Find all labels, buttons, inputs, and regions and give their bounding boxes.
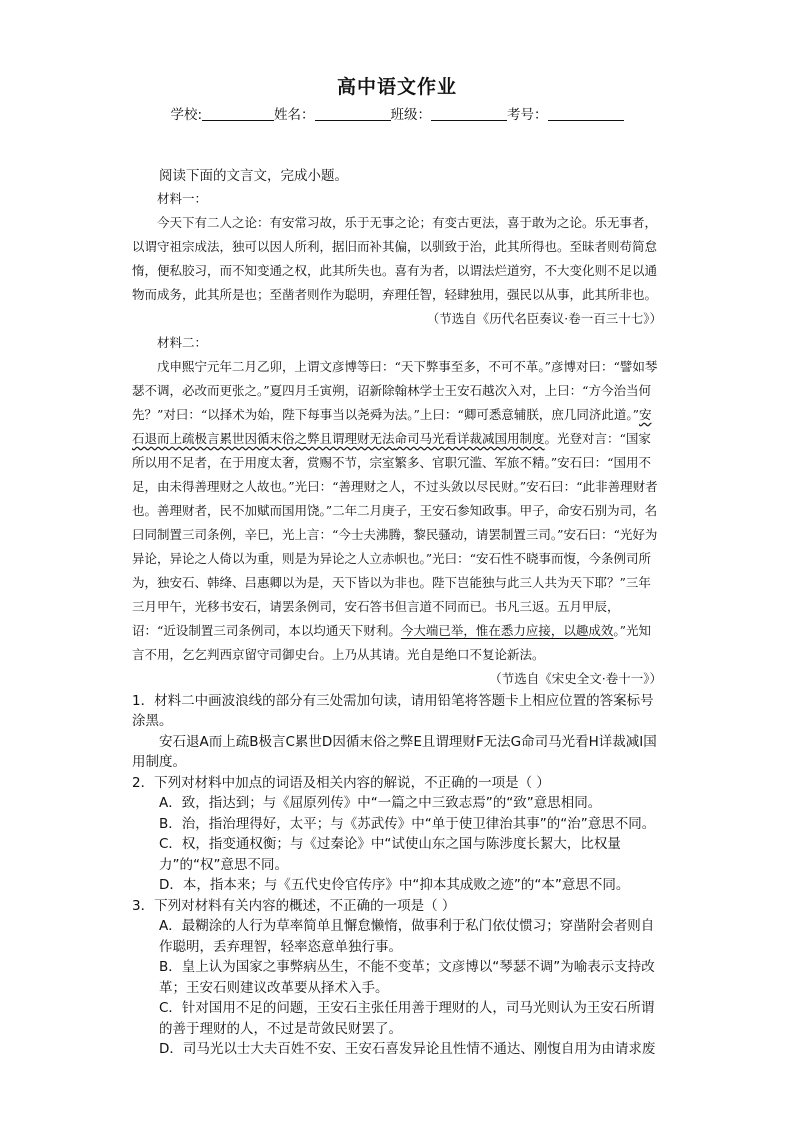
material2-label: 材料二： bbox=[157, 334, 208, 350]
question-1-stem: 1．材料二中画波浪线的部分有三处需加句读，请用铅笔将答题卡上相应位置的答案标号涂黑。 bbox=[132, 692, 654, 729]
material2-text-b: 。光登对言：“国家所以用不足者，在于用度太奢，赏赐不节，宗室繁多、官职冗滥、军旅不精。”安石曰：“国用不足，由未得善理财之人故也。”光曰：“善理财之人，不过头敛以尽民财。”安石曰：“此非善理财者也。善理财者，民不加赋而国用饶。”二年二月庚子，王安石参知政事。甲子，命安石别为司，名曰同制置三司条例，辛巳，光上言：“今士夫沸腾，黎民骚动，请罢制置三司。”安石曰：“光好为异论，异论之人倚以为重，则是为异论之人立赤帜也。”光曰：“安石性不晓事而愎，今条例司所为，独安石、韩绛、吕惠卿以为是，天下皆以为非也。陛下岂能独与此三人共为天下耶？”三年三月甲午，光移书安石，请罢条例司，安石答书但言道不同而已。书凡三返。五月甲辰，诏：“近设制置三司条例司，本以均通天下财利。 bbox=[132, 430, 658, 638]
question-3-option-c[interactable]: C．针对国用不足的问题，王安石主张任用善于理财的人，司马光则认为王安石所谓的善于理财的人，不过是苛敛民财罢了。 bbox=[159, 1000, 655, 1037]
page-title: 高中语文作业 bbox=[336, 76, 457, 98]
wavy-underlined-part-a: 安石退而上疏极言累世因循末俗之弊且谓理财无法 bbox=[132, 406, 652, 446]
intro-text: 阅读下面的文言文，完成小题。 bbox=[159, 168, 348, 184]
underlined-sentence: 今大端已举，惟在悉力应接，以趣成效 bbox=[400, 622, 614, 638]
question-1 bbox=[132, 691, 662, 773]
question-2-stem: 2．下列对材料中加点的词语及相关内容的解说，不正确的一项是（ ） bbox=[132, 774, 550, 791]
material1-label: 材料一： bbox=[157, 190, 208, 206]
wavy-underlined-part-b: 命司马光看详裁减国用制度 bbox=[394, 430, 545, 446]
question-1-body: 安石退A而上疏B极言C累世D因循末俗之弊E且谓理财F无法G命司马光看H详裁减I国用制度。 bbox=[132, 733, 657, 770]
name-blank[interactable] bbox=[315, 106, 391, 121]
name-label: 姓名： bbox=[274, 107, 315, 123]
school-label: 学校: bbox=[170, 107, 203, 123]
question-2-option-d[interactable]: D．本，指本来；与《五代史伶官传序》中“抑本其成败之迹”的“本”意思不同。 bbox=[159, 877, 630, 893]
question-2-option-c[interactable]: C．权，指变通权衡；与《过秦论》中“试使山东之国与陈涉度长絜大，比权量力”的“权”意思不同。 bbox=[159, 836, 621, 873]
material2-text-a: 戊申熙宁元年二月乙卯，上谓文彦博等曰：“天下弊事至多，不可不革。”彦博对曰：“譬如琴瑟不调，必改而更张之。”夏四月壬寅朔，诏新除翰林学士王安石越次入对，上曰：“方今治当何先？”对曰：“以择术为始，陛下每事当以尧舜为法。”上曰：“卿可悉意辅朕，庶几同济此道。” bbox=[132, 358, 658, 422]
material1-text: 今天下有二人之论：有安常习故，乐于无事之论；有变古更法，喜于敢为之论。乐无事者，以谓守祖宗成法，独可以因人所利，据旧而补其偏，以驯致于治，此其所得也。至昧者则苟简怠惰，便私胶习，而不知变通之权，此其所失也。喜有为者，以谓法烂道穷，不大变化则不足以通物而成务，此其所是也；至凿者则作为聪明，弃理任智，轻肆独用，强民以从事，此其所非也。 bbox=[132, 214, 658, 302]
material2-text-c: 。”光知言不用，乞乞判西京留守司御史台。上乃从其请。光自是绝口不复论新法。 bbox=[132, 622, 652, 662]
material2-source: （节选自《宋史全文·卷十一》） bbox=[489, 670, 662, 686]
school-blank[interactable] bbox=[202, 106, 274, 121]
student-info-line bbox=[0, 103, 794, 123]
exam-no-blank[interactable] bbox=[548, 106, 624, 121]
class-blank[interactable] bbox=[431, 106, 507, 121]
class-label: 班级： bbox=[390, 107, 432, 123]
question-3-option-b[interactable]: B．皇上认为国家之事弊病丛生，不能不变革；文彦博以“琴瑟不调”为喻表示支持改革；王安石则建议改革要从择术入手。 bbox=[159, 959, 655, 996]
material2-text bbox=[132, 355, 662, 667]
question-3-option-a[interactable]: A．最糊涂的人行为草率简单且懈怠懒惰，做事利于私门依仗惯习；穿凿附会者则自作聪明，丢弃理智，轻率恣意单独行事。 bbox=[159, 918, 655, 955]
question-3 bbox=[132, 896, 662, 1060]
question-3-option-d[interactable]: D．司马光以士大夫百姓不安、王安石喜发异论且性情不通达、刚愎自用为由请求废 bbox=[159, 1041, 656, 1057]
question-2-option-b[interactable]: B．治，指治理得好，太平；与《苏武传》中“单于使卫律治其事”的“治”意思不同。 bbox=[159, 815, 656, 832]
exam-no-label: 考号： bbox=[507, 107, 548, 123]
passage-content bbox=[132, 166, 662, 1060]
question-2 bbox=[132, 773, 662, 896]
material1-source: （节选自《历代名臣奏议·卷一百三十七》） bbox=[426, 310, 662, 326]
question-2-option-a[interactable]: A．致，指达到；与《屈原列传》中“一篇之中三致志焉”的“致”意思相同。 bbox=[159, 795, 602, 811]
question-3-stem: 3．下列对材料有关内容的概述，不正确的一项是（ ） bbox=[132, 897, 456, 914]
